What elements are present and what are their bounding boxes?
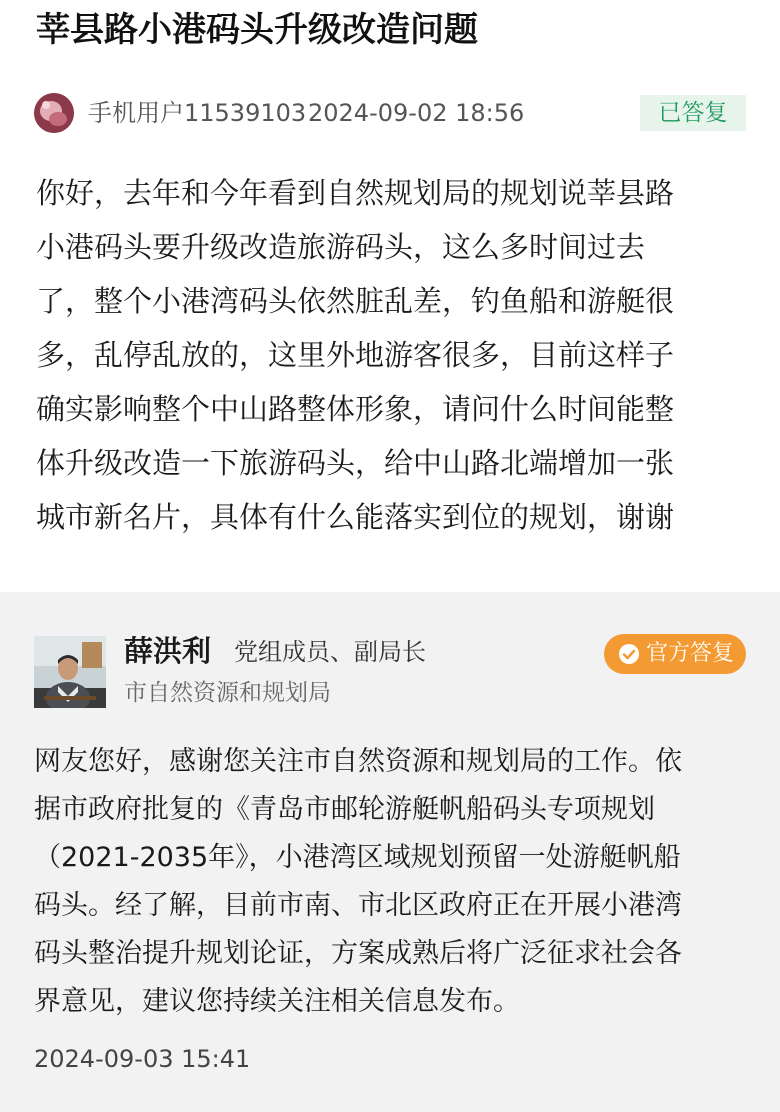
answer-line: 码头整治提升规划论证，方案成熟后将广泛征求社会各 (34, 938, 682, 969)
answer-line: 网友您好，感谢您关注市自然资源和规划局的工作。依 (34, 746, 682, 777)
question-line: 多，乱停乱放的，这里外地游客很多，目前这样子 (36, 338, 675, 372)
question-line: 小港码头要升级改造旅游码头，这么多时间过去 (36, 230, 646, 264)
question-meta (34, 92, 746, 134)
question-body (36, 166, 748, 544)
official-role: 党组成员、副局长 (234, 638, 426, 666)
official-reply-label: 官方答复 (646, 641, 735, 666)
official-reply-badge (604, 634, 746, 674)
official-avatar[interactable] (34, 636, 106, 708)
answer-body (34, 738, 746, 1026)
question-line: 体升级改造一下旅游码头，给中山路北端增加一张 (36, 446, 675, 480)
answer-line: 据市政府批复的《青岛市邮轮游艇帆船码头专项规划 (34, 794, 655, 825)
check-badge-icon (618, 643, 640, 665)
question-line: 确实影响整个中山路整体形象，请问什么时间能整 (36, 392, 675, 426)
answer-line: 界意见，建议您持续关注相关信息发布。 (34, 986, 520, 1017)
question-title: 莘县路小港码头升级改造问题 (36, 10, 478, 50)
question-timestamp: 2024-09-02 18:56 (308, 99, 525, 127)
answer-timestamp: 2024-09-03 15:41 (34, 1045, 251, 1073)
question-username[interactable]: 手机用户11539103 (88, 99, 307, 127)
official-name: 薛洪利 (124, 634, 212, 668)
answer-line: 码头。经了解，目前市南、市北区政府正在开展小港湾 (34, 890, 682, 921)
question-line: 了，整个小港湾码头依然脏乱差，钓鱼船和游艇很 (36, 284, 675, 318)
question-line: 你好，去年和今年看到自然规划局的规划说莘县路 (36, 176, 675, 210)
official-org: 市自然资源和规划局 (124, 680, 331, 706)
status-badge: 已答复 (640, 95, 746, 131)
question-line: 城市新名片，具体有什么能落实到位的规划，谢谢 (36, 500, 675, 534)
user-avatar[interactable] (34, 93, 74, 133)
answer-line: （2021-2035年》，小港湾区域规划预留一处游艇帆船 (34, 842, 681, 873)
answer-section (0, 592, 780, 1112)
